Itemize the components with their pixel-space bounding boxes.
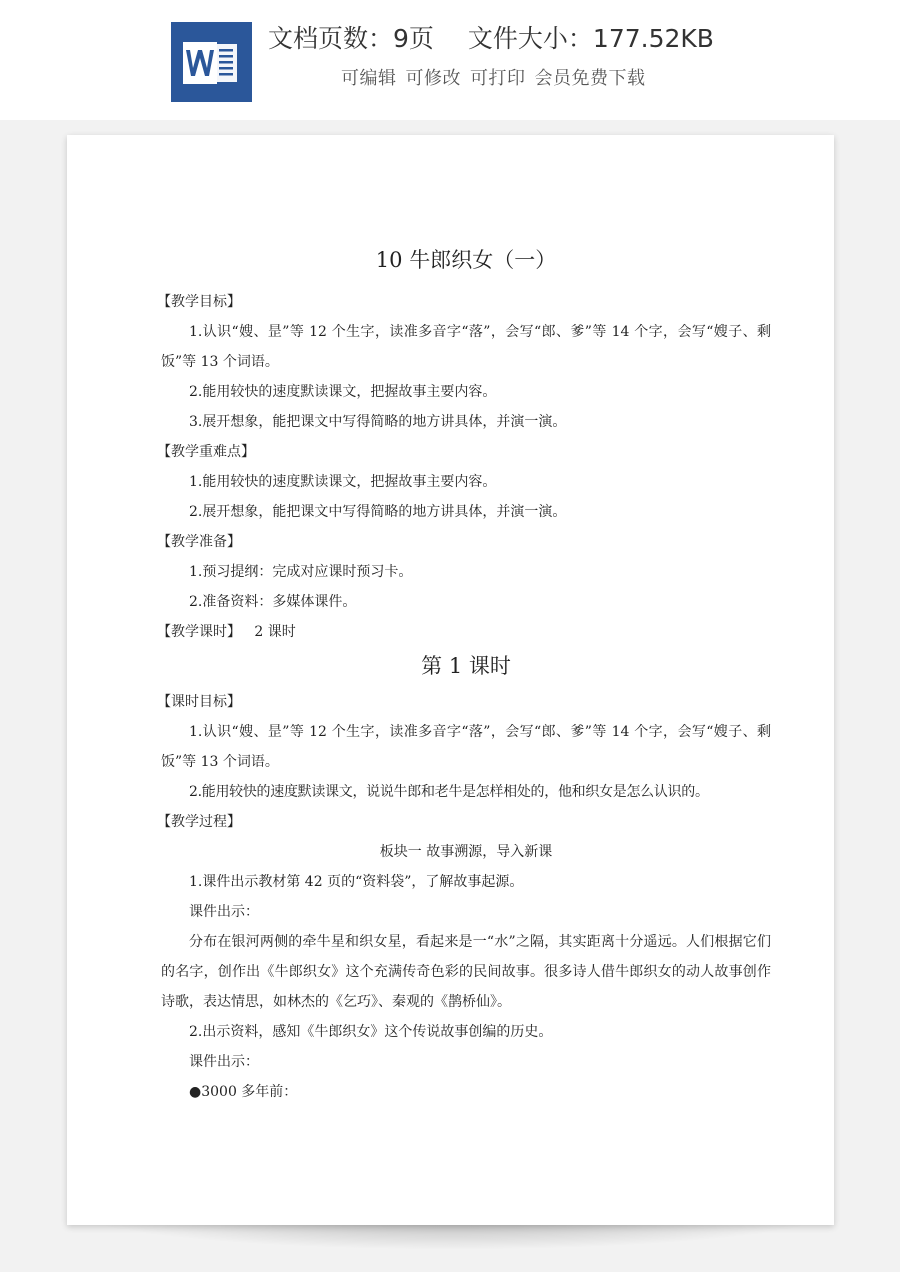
feature-modifiable: 可修改 — [405, 68, 461, 89]
goal-item-3: 3.展开想象，能把课文中写得简略的地方讲具体，并演一演。 — [189, 414, 567, 430]
prep-item-1: 1.预习提纲：完成对应课时预习卡。 — [189, 564, 413, 580]
process-step-1: 1.课件出示教材第 42 页的“资料袋”，了解故事起源。 — [189, 874, 524, 890]
page-count-label: 文档页数：9页 — [268, 24, 434, 53]
hours-value: 2 课时 — [254, 624, 296, 640]
process-step-2: 2.出示资料，感知《牛郎织女》这个传说故事创编的历史。 — [189, 1024, 553, 1040]
feature-editable: 可编辑 — [341, 68, 397, 89]
lesson-title: 第 1 课时 — [421, 654, 511, 678]
feature-member-download: 会员免费下载 — [534, 68, 646, 89]
hours-heading-label: 【教学课时】 — [157, 624, 241, 640]
courseware-label-1: 课件出示： — [189, 904, 259, 920]
section-heading-lesson-goals: 【课时目标】 — [157, 694, 241, 710]
goal-item-1: 1.认识“嫂、昰”等 12 个生字，读准多音字“落”，会写“郎、爹”等 14 个字，会写“嫂子、剩饭”等 13 个词语。 — [161, 324, 771, 370]
file-meta-line — [268, 22, 714, 56]
section-heading-key-points: 【教学重难点】 — [157, 444, 255, 460]
lesson-goal-2: 2.能用较快的速度默读课文，说说牛郎和老牛是怎样相处的，他和织女是怎么认识的。 — [189, 784, 709, 800]
word-document-icon — [171, 22, 252, 102]
key-point-1: 1.能用较快的速度默读课文，把握故事主要内容。 — [189, 474, 497, 490]
key-point-2: 2.展开想象，能把课文中写得简略的地方讲具体，并演一演。 — [189, 504, 567, 520]
timeline-bullet-1: ●3000 多年前： — [189, 1084, 298, 1100]
story-origin-text: 分布在银河两侧的牵牛星和织女星，看起来是一“水”之隔，其实距离十分遥远。人们根据它们的名字，创作出《牛郎织女》这个充满传奇色彩的民间故事。很多诗人借牛郎织女的动人故事创作诗歌，表达情思，如林杰的《乞巧》、秦观的《鹊桥仙》。 — [161, 934, 771, 1010]
prep-item-2: 2.准备资料：多媒体课件。 — [189, 594, 357, 610]
courseware-label-2: 课件出示： — [189, 1054, 259, 1070]
file-size-label: 文件大小：177.52KB — [467, 24, 714, 53]
feature-printable: 可打印 — [470, 68, 526, 89]
section-heading-process: 【教学过程】 — [157, 814, 241, 830]
document-page — [67, 135, 834, 1225]
document-body — [157, 245, 771, 1107]
block-1-title: 板块一 故事溯源，导入新课 — [379, 844, 553, 860]
lesson-goal-1: 1.认识“嫂、昰”等 12 个生字，读准多音字“落”，会写“郎、爹”等 14 个字，会写“嫂子、剩饭”等 13 个词语。 — [161, 724, 771, 770]
feature-tags — [341, 66, 655, 92]
download-info-header — [0, 0, 900, 120]
section-heading-preparation: 【教学准备】 — [157, 534, 241, 550]
section-heading-hours — [157, 617, 771, 647]
document-title: 10 牛郎织女（一） — [375, 248, 557, 272]
section-heading-goals: 【教学目标】 — [157, 294, 241, 310]
goal-item-2: 2.能用较快的速度默读课文，把握故事主要内容。 — [189, 384, 497, 400]
